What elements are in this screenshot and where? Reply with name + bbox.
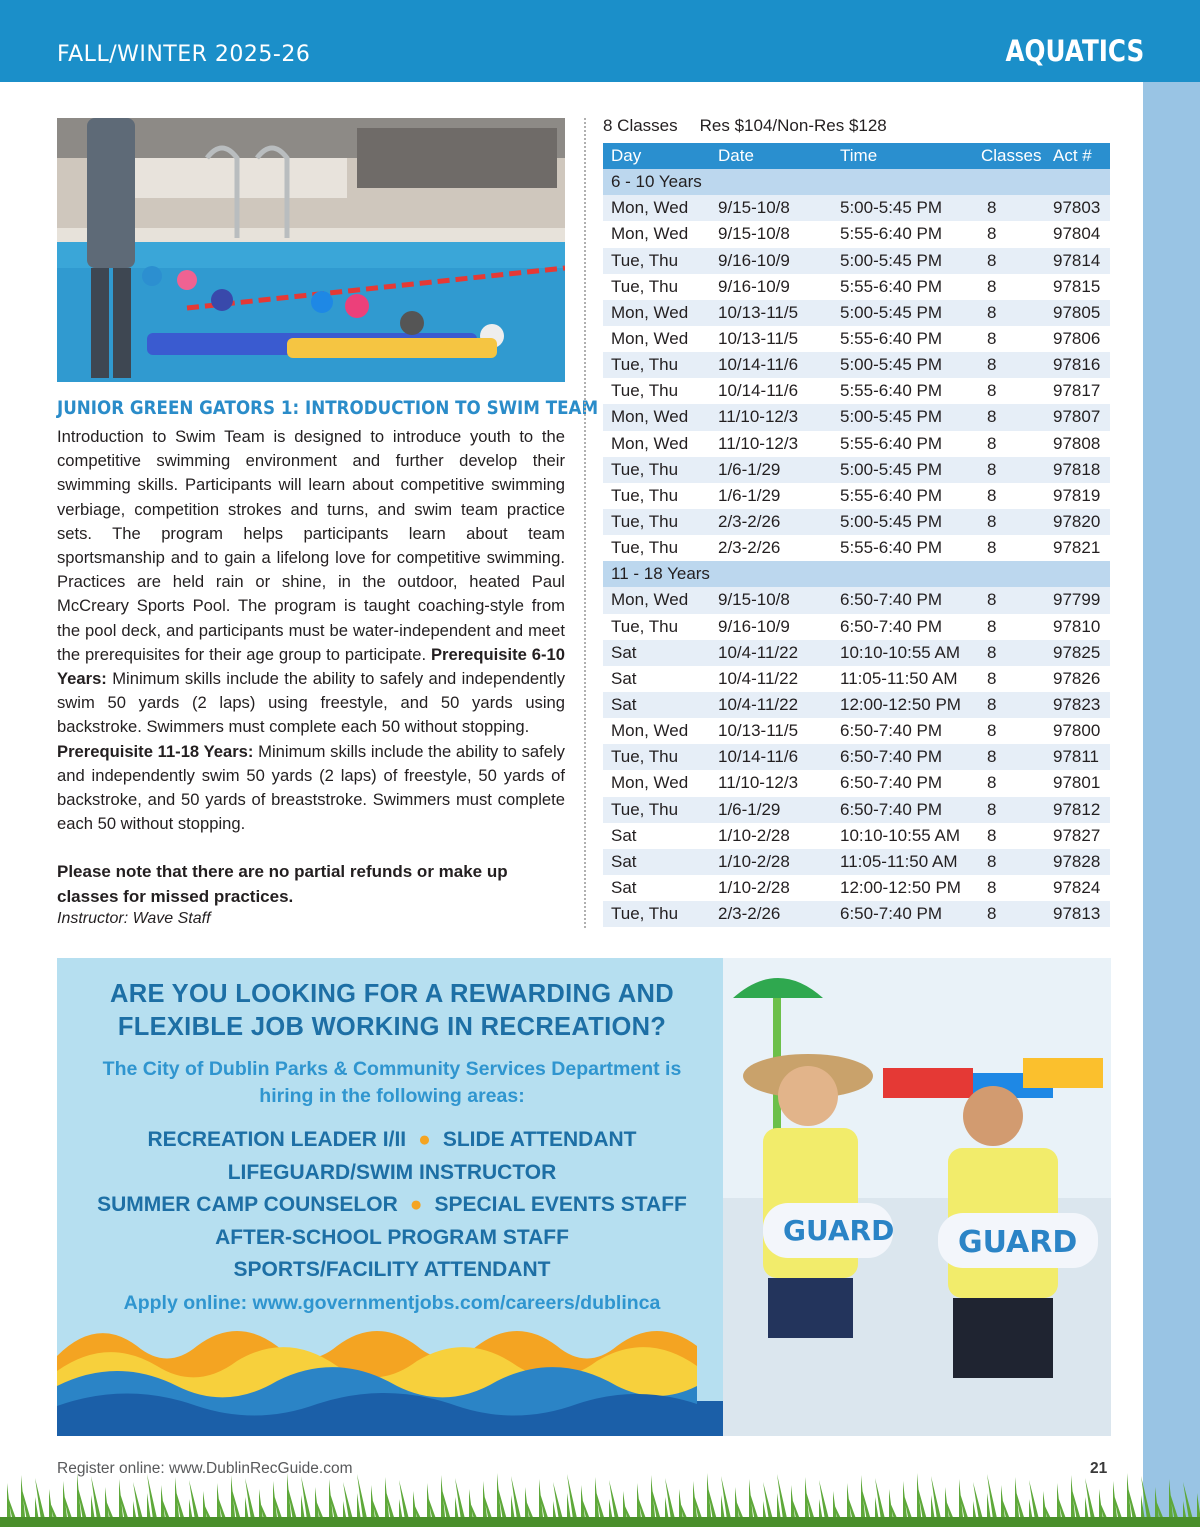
season-label: FALL/WINTER 2025-26 — [57, 42, 311, 67]
cell-day: Tue, Thu — [611, 799, 679, 819]
cell-day: Sat — [611, 694, 637, 714]
cell-date: 1/10-2/28 — [718, 877, 790, 897]
lifeguards-photo — [723, 958, 1111, 1436]
cell-day: Tue, Thu — [611, 250, 679, 270]
cell-day: Tue, Thu — [611, 276, 679, 296]
cell-time: 5:55-6:40 PM — [840, 433, 943, 453]
apply-link[interactable]: Apply online: www.governmentjobs.com/careers/dublinca — [123, 1292, 661, 1314]
instructor-line: Instructor: Wave Staff — [57, 910, 211, 927]
cell-day: Mon, Wed — [611, 224, 689, 244]
schedule-row — [603, 823, 1110, 849]
schedule-row — [603, 326, 1110, 352]
cell-date: 1/10-2/28 — [718, 851, 790, 871]
cell-date: 10/14-11/6 — [718, 355, 799, 375]
schedule-row — [603, 378, 1110, 404]
cell-activity-number: 97817 — [1053, 381, 1101, 401]
cell-day: Tue, Thu — [611, 747, 679, 767]
cell-classes: 8 — [987, 538, 997, 558]
cell-day: Sat — [611, 851, 637, 871]
header-activity-number: Act # — [1053, 146, 1092, 165]
cell-date: 11/10-12/3 — [718, 773, 799, 793]
guard-buoy-text: GUARD — [783, 1214, 895, 1247]
fee-line — [603, 116, 887, 136]
cell-classes: 8 — [987, 721, 997, 741]
price-info: Res $104/Non-Res $128 — [699, 116, 887, 135]
job-line — [57, 1189, 727, 1222]
cell-time: 12:00-12:50 PM — [840, 877, 961, 897]
job-title: SPECIAL EVENTS STAFF — [434, 1193, 687, 1216]
prereq-11-18-text: Minimum skills include the ability to safely and independently swim 50 yards (2 laps) of freestyle, 50 yards of backstroke, and 50 yards of breaststroke. Swimmers must complete each 50 without stopping. — [57, 741, 565, 834]
cell-activity-number: 97827 — [1053, 825, 1101, 845]
job-headline-line2: FLEXIBLE JOB WORKING IN RECREATION? — [117, 1013, 667, 1041]
cell-date: 10/14-11/6 — [718, 747, 799, 767]
schedule-row — [603, 404, 1110, 430]
cell-time: 5:00-5:45 PM — [840, 407, 943, 427]
cell-classes: 8 — [987, 799, 997, 819]
cell-date: 10/13-11/5 — [718, 721, 799, 741]
program-title: JUNIOR GREEN GATORS 1: INTRODUCTION TO SWIM TEAM — [57, 397, 599, 419]
cell-day: Mon, Wed — [611, 407, 689, 427]
cell-time: 5:55-6:40 PM — [840, 224, 943, 244]
cell-activity-number: 97825 — [1053, 642, 1101, 662]
grass-base — [0, 1517, 1200, 1527]
cell-activity-number: 97808 — [1053, 433, 1101, 453]
cell-time: 6:50-7:40 PM — [840, 616, 943, 636]
cell-day: Mon, Wed — [611, 721, 689, 741]
cell-classes: 8 — [987, 616, 997, 636]
schedule-row — [603, 666, 1110, 692]
cell-day: Mon, Wed — [611, 590, 689, 610]
cell-date: 10/4-11/22 — [718, 642, 799, 662]
schedule-row — [603, 274, 1110, 300]
cell-activity-number: 97828 — [1053, 851, 1101, 871]
cell-classes: 8 — [987, 198, 997, 218]
header-date: Date — [718, 146, 754, 165]
cell-day: Mon, Wed — [611, 328, 689, 348]
cell-time: 6:50-7:40 PM — [840, 904, 943, 924]
cell-day: Tue, Thu — [611, 355, 679, 375]
schedule-row — [603, 692, 1110, 718]
cell-activity-number: 97814 — [1053, 250, 1101, 270]
cell-activity-number: 97813 — [1053, 904, 1101, 924]
cell-time: 12:00-12:50 PM — [840, 694, 961, 714]
cell-day: Tue, Thu — [611, 538, 679, 558]
cell-classes: 8 — [987, 694, 997, 714]
cell-time: 5:55-6:40 PM — [840, 381, 943, 401]
cell-classes: 8 — [987, 302, 997, 322]
cell-date: 10/4-11/22 — [718, 694, 799, 714]
cell-classes: 8 — [987, 590, 997, 610]
cell-classes: 8 — [987, 250, 997, 270]
cell-activity-number: 97804 — [1053, 224, 1101, 244]
header-classes: Classes — [981, 146, 1042, 165]
cell-activity-number: 97799 — [1053, 590, 1101, 610]
cell-day: Mon, Wed — [611, 198, 689, 218]
schedule-row — [603, 901, 1110, 927]
cell-activity-number: 97824 — [1053, 877, 1101, 897]
job-line — [57, 1157, 727, 1190]
cell-date: 9/16-10/9 — [718, 250, 790, 270]
refund-note: Please note that there are no partial refunds or make up classes for missed practices. — [57, 862, 508, 906]
cell-activity-number: 97821 — [1053, 538, 1101, 558]
cell-day: Sat — [611, 642, 637, 662]
cell-classes: 8 — [987, 407, 997, 427]
cell-date: 1/6-1/29 — [718, 799, 781, 819]
cell-classes: 8 — [987, 433, 997, 453]
schedule-row — [603, 770, 1110, 796]
description-intro: Introduction to Swim Team is designed to introduce youth to the competitive swimming environment and further develop their swimming skills. Participants will learn about competitive swimming verbiage, competition strokes and turns, and swim team practice sets. The program helps participants learn about team sportsmanship and to gain a lifelong love for competitive swimming. Practices are held rain or shine, in the outdoor, heated Paul McCreary Sports Pool. The program is taught coaching-style from the pool deck, and participants must be water-independent and meet the prerequisites for their age group to participate. — [57, 427, 565, 664]
page-number: 21 — [1090, 1460, 1108, 1477]
schedule-row — [603, 352, 1110, 378]
cell-time: 11:05-11:50 AM — [840, 851, 958, 871]
cell-classes: 8 — [987, 459, 997, 479]
job-title: SUMMER CAMP COUNSELOR — [97, 1193, 398, 1216]
swim-class-photo — [57, 118, 565, 382]
age-group-label: 6 - 10 Years — [611, 172, 702, 192]
cell-time: 5:55-6:40 PM — [840, 328, 943, 348]
cell-time: 10:10-10:55 AM — [840, 642, 961, 662]
cell-activity-number: 97816 — [1053, 355, 1101, 375]
cell-classes: 8 — [987, 355, 997, 375]
page-header — [0, 0, 1200, 82]
cell-classes: 8 — [987, 668, 997, 688]
prereq-6-10-text: Minimum skills include the ability to safely and independently swim 50 yards (2 laps) using freestyle, and 50 yards using backstroke. Swimmers must complete each 50 without stopping. — [57, 669, 565, 737]
cell-day: Mon, Wed — [611, 773, 689, 793]
schedule-row — [603, 221, 1110, 247]
cell-date: 10/13-11/5 — [718, 328, 799, 348]
job-list — [57, 1124, 727, 1287]
grass-decoration — [0, 1470, 1200, 1527]
cell-classes: 8 — [987, 642, 997, 662]
cell-classes: 8 — [987, 511, 997, 531]
side-color-strip — [1143, 82, 1200, 1527]
age-group-row — [603, 169, 1110, 195]
cell-time: 5:55-6:40 PM — [840, 276, 943, 296]
cell-day: Tue, Thu — [611, 616, 679, 636]
cell-date: 1/10-2/28 — [718, 825, 790, 845]
cell-time: 5:00-5:45 PM — [840, 459, 943, 479]
cell-date: 1/6-1/29 — [718, 485, 781, 505]
cell-activity-number: 97818 — [1053, 459, 1101, 479]
cell-date: 9/16-10/9 — [718, 276, 790, 296]
cell-date: 2/3-2/26 — [718, 538, 781, 558]
cell-day: Mon, Wed — [611, 302, 689, 322]
cell-time: 5:55-6:40 PM — [840, 485, 943, 505]
schedule-row — [603, 509, 1110, 535]
header-day: Day — [611, 146, 642, 165]
cell-day: Sat — [611, 877, 637, 897]
schedule-table — [603, 143, 1110, 927]
guard-buoy-text: GUARD — [958, 1225, 1078, 1260]
bullet-dot-icon: ● — [418, 1128, 431, 1151]
cell-time: 5:00-5:45 PM — [840, 511, 943, 531]
cell-activity-number: 97803 — [1053, 198, 1101, 218]
prereq-6-10-label: Prerequisite 6-10 Years: — [57, 644, 565, 689]
schedule-row — [603, 195, 1110, 221]
job-title: SPORTS/FACILITY ATTENDANT — [233, 1258, 551, 1281]
cell-date: 9/16-10/9 — [718, 616, 790, 636]
cell-date: 10/13-11/5 — [718, 302, 799, 322]
cell-time: 5:00-5:45 PM — [840, 250, 943, 270]
cell-activity-number: 97811 — [1053, 747, 1100, 767]
job-title: LIFEGUARD/SWIM INSTRUCTOR — [227, 1160, 557, 1184]
job-title: AFTER-SCHOOL PROGRAM STAFF — [215, 1225, 569, 1249]
prereq-11-18-label: Prerequisite 11-18 Years: — [57, 741, 254, 761]
cell-date: 10/14-11/6 — [718, 381, 799, 401]
cell-day: Tue, Thu — [611, 904, 679, 924]
schedule-row — [603, 483, 1110, 509]
class-count: 8 Classes — [603, 116, 678, 135]
cell-date: 11/10-12/3 — [718, 407, 799, 427]
cell-time: 10:10-10:55 AM — [840, 825, 961, 845]
cell-day: Sat — [611, 668, 637, 688]
cell-classes: 8 — [987, 851, 997, 871]
schedule-row — [603, 640, 1110, 666]
cell-time: 6:50-7:40 PM — [840, 590, 943, 610]
job-headline-line1: ARE YOU LOOKING FOR A REWARDING AND — [110, 980, 674, 1008]
job-sub-line1: The City of Dublin Parks & Community Services Department is — [102, 1058, 682, 1080]
cell-day: Sat — [611, 825, 637, 845]
cell-classes: 8 — [987, 381, 997, 401]
cell-activity-number: 97826 — [1053, 668, 1101, 688]
schedule-row — [603, 457, 1110, 483]
schedule-row — [603, 875, 1110, 901]
cell-day: Tue, Thu — [611, 511, 679, 531]
job-line — [57, 1222, 727, 1255]
job-subheadline — [57, 1056, 727, 1110]
header-time: Time — [840, 146, 878, 165]
cell-activity-number: 97807 — [1053, 407, 1101, 427]
cell-classes: 8 — [987, 773, 997, 793]
cell-classes: 8 — [987, 276, 997, 296]
cell-classes: 8 — [987, 328, 997, 348]
cell-date: 11/10-12/3 — [718, 433, 799, 453]
schedule-header-row — [603, 143, 1110, 169]
cell-classes: 8 — [987, 747, 997, 767]
schedule-row — [603, 718, 1110, 744]
cell-time: 5:55-6:40 PM — [840, 538, 943, 558]
schedule-row — [603, 535, 1110, 561]
cell-time: 6:50-7:40 PM — [840, 721, 943, 741]
cell-date: 1/6-1/29 — [718, 459, 781, 479]
cell-time: 5:00-5:45 PM — [840, 355, 943, 375]
cell-day: Tue, Thu — [611, 485, 679, 505]
cell-activity-number: 97810 — [1053, 616, 1101, 636]
schedule-row — [603, 797, 1110, 823]
cell-activity-number: 97801 — [1053, 773, 1101, 793]
cell-activity-number: 97800 — [1053, 721, 1101, 741]
cell-day: Tue, Thu — [611, 459, 679, 479]
bullet-dot-icon: ● — [409, 1193, 423, 1216]
cell-time: 5:00-5:45 PM — [840, 198, 943, 218]
cell-date: 2/3-2/26 — [718, 904, 781, 924]
cell-classes: 8 — [987, 224, 997, 244]
schedule-row — [603, 300, 1110, 326]
schedule-row — [603, 744, 1110, 770]
cell-activity-number: 97812 — [1053, 799, 1101, 819]
schedule-row — [603, 587, 1110, 613]
cell-classes: 8 — [987, 485, 997, 505]
job-headline — [57, 978, 727, 1044]
column-divider — [584, 118, 586, 928]
age-group-label: 11 - 18 Years — [611, 564, 710, 584]
schedule-row — [603, 248, 1110, 274]
register-link[interactable]: Register online: www.DublinRecGuide.com — [57, 1460, 353, 1477]
cell-classes: 8 — [987, 825, 997, 845]
cell-activity-number: 97805 — [1053, 302, 1101, 322]
cell-activity-number: 97806 — [1053, 328, 1101, 348]
cell-day: Tue, Thu — [611, 381, 679, 401]
job-line — [57, 1124, 727, 1157]
cell-classes: 8 — [987, 904, 997, 924]
job-sub-line2: hiring in the following areas: — [259, 1085, 525, 1107]
cell-date: 10/4-11/22 — [718, 668, 799, 688]
cell-time: 6:50-7:40 PM — [840, 747, 943, 767]
job-banner — [57, 958, 1111, 1436]
cell-date: 9/15-10/8 — [718, 590, 790, 610]
program-description — [57, 425, 565, 836]
age-group-row — [603, 561, 1110, 587]
cell-time: 11:05-11:50 AM — [840, 668, 958, 688]
cell-classes: 8 — [987, 877, 997, 897]
cell-time: 6:50-7:40 PM — [840, 799, 943, 819]
cell-day: Mon, Wed — [611, 433, 689, 453]
schedule-row — [603, 849, 1110, 875]
schedule-row — [603, 614, 1110, 640]
cell-activity-number: 97815 — [1053, 276, 1101, 296]
cell-time: 5:00-5:45 PM — [840, 302, 943, 322]
cell-activity-number: 97819 — [1053, 485, 1101, 505]
section-title: AQUATICS — [1005, 34, 1144, 68]
cell-activity-number: 97820 — [1053, 511, 1101, 531]
cell-activity-number: 97823 — [1053, 694, 1101, 714]
cell-date: 9/15-10/8 — [718, 224, 790, 244]
job-line — [57, 1254, 727, 1287]
job-title: SLIDE ATTENDANT — [442, 1128, 637, 1151]
job-title: RECREATION LEADER I/II — [147, 1128, 407, 1151]
cell-date: 2/3-2/26 — [718, 511, 781, 531]
schedule-row — [603, 431, 1110, 457]
cell-time: 6:50-7:40 PM — [840, 773, 943, 793]
cell-date: 9/15-10/8 — [718, 198, 790, 218]
